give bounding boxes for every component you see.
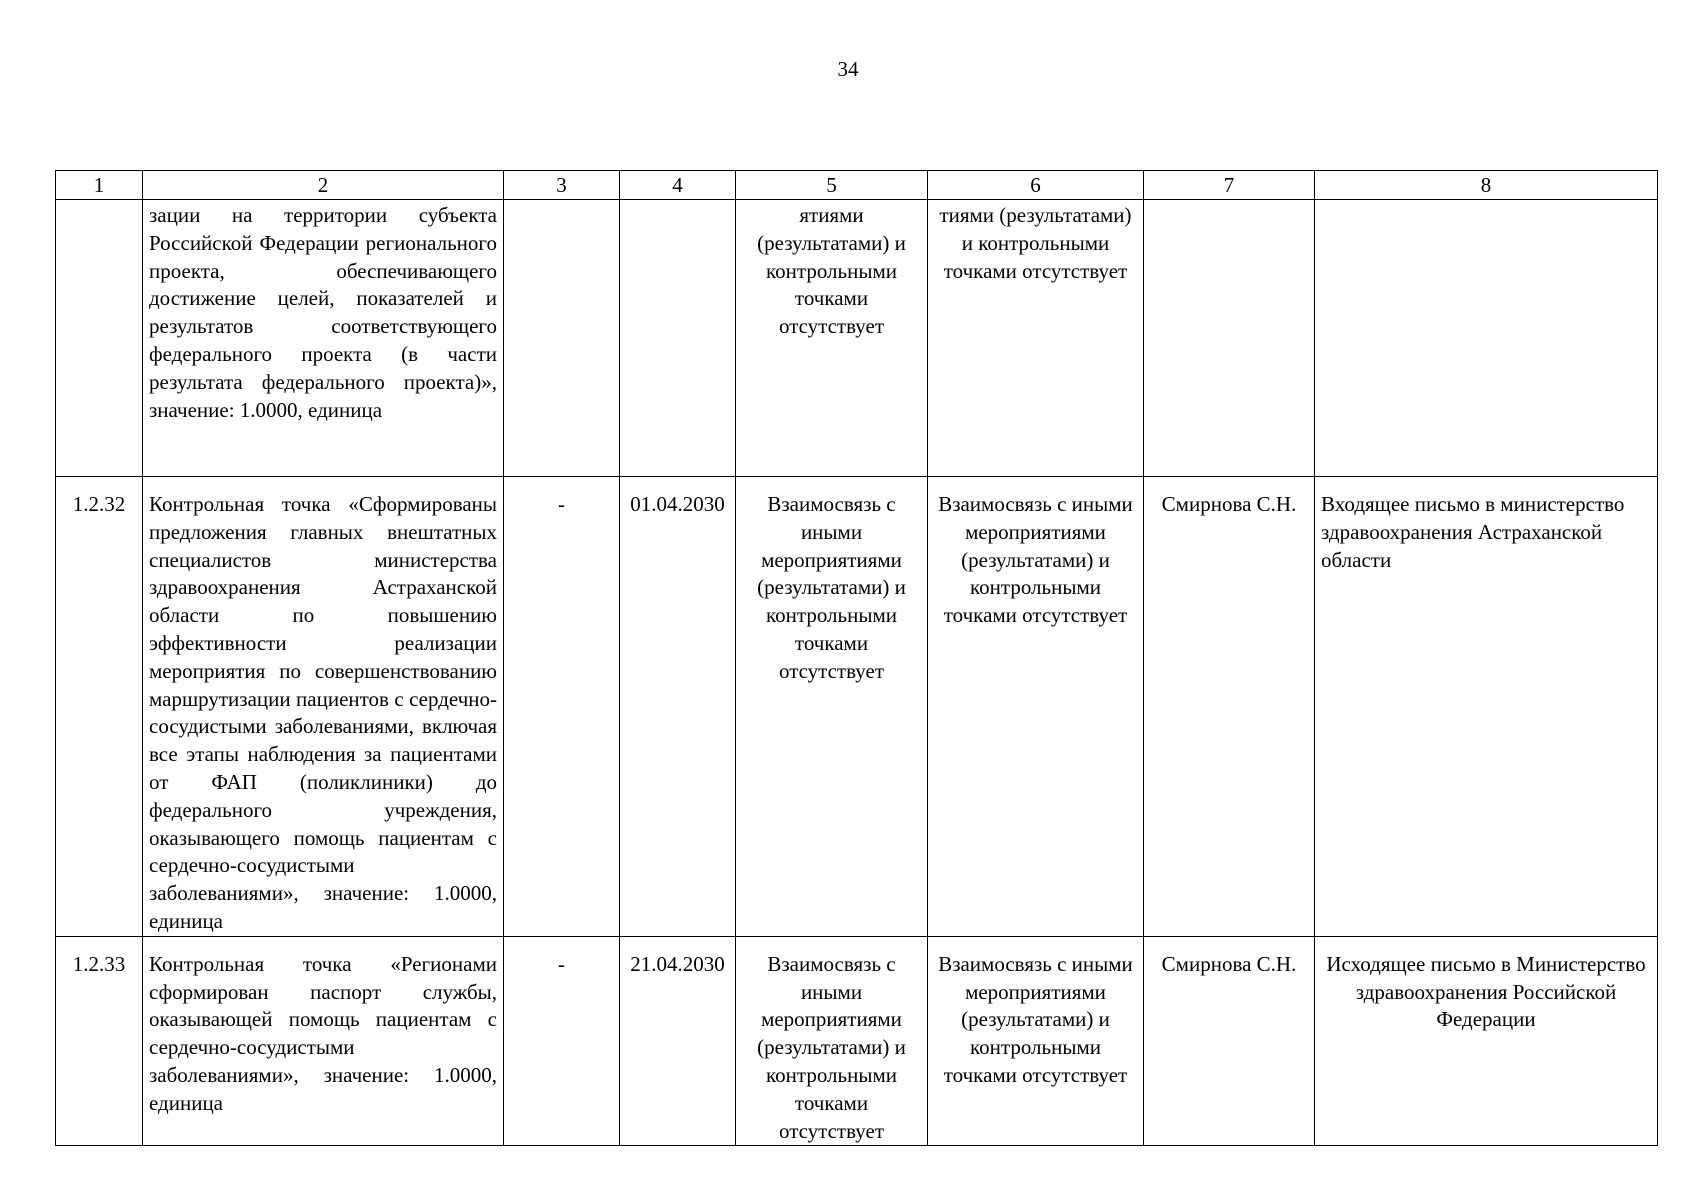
row-number: 1.2.33 bbox=[56, 936, 143, 1146]
column-header: 8 bbox=[1315, 171, 1658, 200]
row-description: Контрольная точка «Регионами сформирован паспорт службы, оказывающей помощь пациентам с сердечно-сосудистыми заболеваниями», значение: 1.0000, единица bbox=[143, 936, 504, 1146]
row-relation-measures: Взаимосвязь с иными мероприятиями (результатами) и контрольными точками отсутствует bbox=[736, 477, 928, 937]
row-date: 01.04.2030 bbox=[620, 477, 736, 937]
row-document: Входящее письмо в министерство здравоохранения Астраханской области bbox=[1315, 477, 1658, 937]
row-description: зации на территории субъекта Российской Федерации регионального проекта, обеспечивающего достижение целей, показателей и результатов соответствующего федерального проекта (в части результата федерального проекта)», значение: 1.0000, единица bbox=[143, 200, 504, 477]
column-header: 3 bbox=[504, 171, 620, 200]
row-relation-measures: Взаимосвязь с иными мероприятиями (результатами) и контрольными точками отсутствует bbox=[736, 936, 928, 1146]
row-responsible: Смирнова С.Н. bbox=[1144, 477, 1315, 937]
column-header-row bbox=[56, 171, 1658, 200]
table-row bbox=[56, 936, 1658, 1146]
row-date bbox=[620, 200, 736, 477]
row-date: 21.04.2030 bbox=[620, 936, 736, 1146]
row-document bbox=[1315, 200, 1658, 477]
row-responsible: Смирнова С.Н. bbox=[1144, 936, 1315, 1146]
checkpoints-table bbox=[55, 170, 1658, 1146]
column-header: 5 bbox=[736, 171, 928, 200]
row-document: Исходящее письмо в Министерство здравоохранения Российской Федерации bbox=[1315, 936, 1658, 1146]
column-header: 2 bbox=[143, 171, 504, 200]
row-description: Контрольная точка «Сформированы предложения главных внештатных специалистов министерства здравоохранения Астраханской области по повышению эффективности реализации мероприятия по совершенствованию маршрутизации пациентов с сердечно-сосудистыми заболеваниями, включая все этапы наблюдения за пациентами от ФАП (поликлиники) до федерального учреждения, оказывающего помощь пациентам с сердечно-сосудистыми заболеваниями», значение: 1.0000, единица bbox=[143, 477, 504, 937]
row-relation-checkpoints: Взаимосвязь с иными мероприятиями (результатами) и контрольными точками отсутствует bbox=[928, 477, 1144, 937]
row-col3 bbox=[504, 200, 620, 477]
column-header: 4 bbox=[620, 171, 736, 200]
row-number bbox=[56, 200, 143, 477]
table-row bbox=[56, 477, 1658, 937]
table-row bbox=[56, 200, 1658, 477]
column-header: 7 bbox=[1144, 171, 1315, 200]
row-responsible bbox=[1144, 200, 1315, 477]
column-header: 1 bbox=[56, 171, 143, 200]
row-col3: - bbox=[504, 477, 620, 937]
row-number: 1.2.32 bbox=[56, 477, 143, 937]
column-header: 6 bbox=[928, 171, 1144, 200]
row-relation-checkpoints: тиями (результатами) и контрольными точками отсутствует bbox=[928, 200, 1144, 477]
page-number: 34 bbox=[837, 57, 859, 81]
row-relation-checkpoints: Взаимосвязь с иными мероприятиями (результатами) и контрольными точками отсутствует bbox=[928, 936, 1144, 1146]
row-col3: - bbox=[504, 936, 620, 1146]
row-relation-measures: ятиями (результатами) и контрольными точками отсутствует bbox=[736, 200, 928, 477]
